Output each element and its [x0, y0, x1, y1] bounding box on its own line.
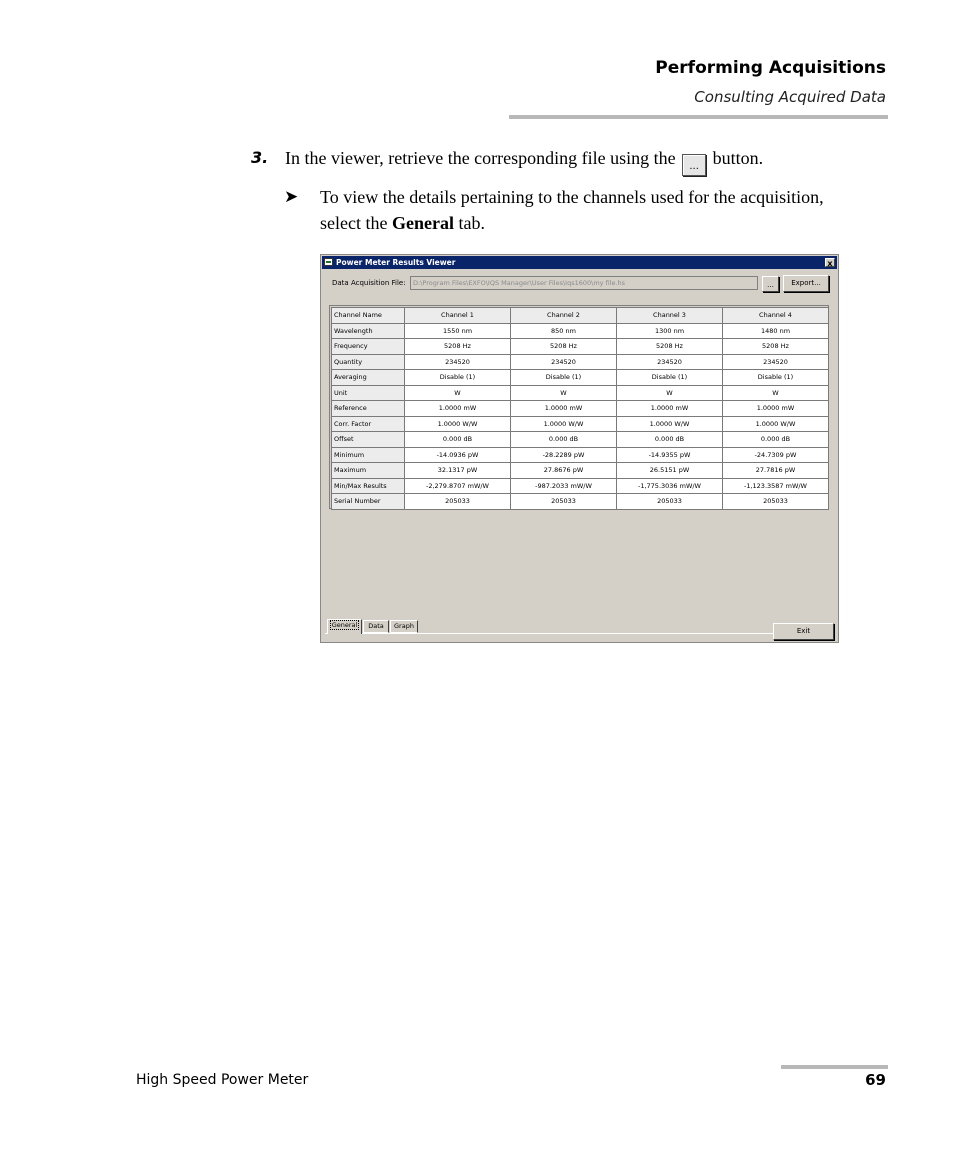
table-cell: 5208 Hz: [511, 339, 617, 355]
table-cell: 1300 nm: [617, 323, 723, 339]
table-row-label: Minimum: [332, 447, 405, 463]
table-row-label: Unit: [332, 385, 405, 401]
table-cell: 234520: [617, 354, 723, 370]
table-cell: W: [405, 385, 511, 401]
table-cell: 1.0000 W/W: [511, 416, 617, 432]
table-cell: 205033: [511, 494, 617, 510]
table-row-label: Averaging: [332, 370, 405, 386]
table-cell: W: [617, 385, 723, 401]
table-row-label: Min/Max Results: [332, 478, 405, 494]
tab-graph[interactable]: Graph: [390, 620, 418, 633]
table-row: [332, 494, 829, 510]
tab-general[interactable]: [327, 619, 362, 634]
browse-button[interactable]: ...: [762, 276, 779, 292]
table-cell: 234520: [723, 354, 829, 370]
arrow-bullet-icon: ➤: [284, 187, 299, 206]
table-row: [332, 385, 829, 401]
footer-product-name: High Speed Power Meter: [136, 1072, 309, 1088]
table-cell: -28.2289 pW: [511, 447, 617, 463]
table-row: [332, 463, 829, 479]
table-cell: 27.8676 pW: [511, 463, 617, 479]
table-cell: 1480 nm: [723, 323, 829, 339]
table-header-cell: Channel 4: [723, 308, 829, 324]
table-header-cell: Channel 3: [617, 308, 723, 324]
table-cell: 850 nm: [511, 323, 617, 339]
table-header-row: [332, 308, 829, 324]
table-cell: Disable (1): [511, 370, 617, 386]
table-row: [332, 478, 829, 494]
section-title: Consulting Acquired Data: [694, 88, 886, 106]
table-row-label: Reference: [332, 401, 405, 417]
table-row: [332, 370, 829, 386]
table-cell: 1.0000 mW: [617, 401, 723, 417]
table-row: [332, 416, 829, 432]
table-cell: 5208 Hz: [723, 339, 829, 355]
bullet-text-after: tab.: [458, 213, 485, 233]
table-cell: 1.0000 mW: [405, 401, 511, 417]
footer-rule: [781, 1065, 888, 1069]
window-titlebar[interactable]: [322, 256, 837, 269]
table-cell: 1.0000 W/W: [405, 416, 511, 432]
table-cell: 0.000 dB: [723, 432, 829, 448]
tab-strip-line: [325, 633, 834, 634]
step-number: 3.: [251, 148, 269, 167]
step-text-after: button.: [712, 148, 764, 168]
table-row: [332, 354, 829, 370]
table-cell: 5208 Hz: [405, 339, 511, 355]
bullet-text-before: To view the details pertaining to the channels used for the acquisition, select the: [320, 187, 824, 233]
table-cell: 234520: [405, 354, 511, 370]
table-cell: 0.000 dB: [511, 432, 617, 448]
chapter-title: Performing Acquisitions: [655, 58, 886, 78]
page-number: 69: [865, 1071, 886, 1089]
table-row: [332, 432, 829, 448]
table-row-label: Corr. Factor: [332, 416, 405, 432]
table-cell: -987.2033 mW/W: [511, 478, 617, 494]
inline-browse-button-illustration: ...: [682, 154, 706, 176]
power-meter-results-viewer-window: [320, 254, 839, 643]
table-row-label: Serial Number: [332, 494, 405, 510]
table-cell: 205033: [405, 494, 511, 510]
table-cell: -24.7309 pW: [723, 447, 829, 463]
table-cell: -14.0936 pW: [405, 447, 511, 463]
table-header-cell: Channel 1: [405, 308, 511, 324]
exit-button[interactable]: Exit: [773, 623, 834, 640]
table-row-label: Offset: [332, 432, 405, 448]
table-cell: 32.1317 pW: [405, 463, 511, 479]
table-cell: -1,775.3036 mW/W: [617, 478, 723, 494]
table-cell: Disable (1): [617, 370, 723, 386]
table-cell: 205033: [723, 494, 829, 510]
table-cell: W: [511, 385, 617, 401]
table-row: [332, 339, 829, 355]
table-cell: -1,123.3587 mW/W: [723, 478, 829, 494]
table-cell: Disable (1): [723, 370, 829, 386]
table-header-cell: Channel Name: [332, 308, 405, 324]
tab-general-label: General: [331, 621, 358, 629]
header-rule: [509, 115, 888, 119]
data-acquisition-file-field[interactable]: D:\Program Files\EXFO\IQS Manager\User Files\Iqs1600\my file.hs: [410, 276, 758, 290]
export-button[interactable]: Export...: [783, 275, 829, 292]
data-acquisition-file-label: Data Acquisition File:: [332, 279, 406, 287]
table-row: [332, 447, 829, 463]
table-cell: 1.0000 mW: [723, 401, 829, 417]
table-cell: 0.000 dB: [617, 432, 723, 448]
bullet-text: [320, 184, 840, 236]
table-header-cell: Channel 2: [511, 308, 617, 324]
table-row: [332, 401, 829, 417]
table-cell: -14.9355 pW: [617, 447, 723, 463]
table-row-label: Frequency: [332, 339, 405, 355]
table-cell: W: [723, 385, 829, 401]
table-cell: 1550 nm: [405, 323, 511, 339]
step-text: [285, 148, 763, 176]
bullet-bold: General: [391, 213, 454, 233]
window-title: Power Meter Results Viewer: [336, 258, 456, 267]
app-icon: [324, 258, 333, 266]
table-row-label: Wavelength: [332, 323, 405, 339]
table-cell: 0.000 dB: [405, 432, 511, 448]
table-cell: 5208 Hz: [617, 339, 723, 355]
table-cell: 1.0000 W/W: [617, 416, 723, 432]
results-table: [331, 307, 829, 510]
table-cell: 26.5151 pW: [617, 463, 723, 479]
table-row-label: Maximum: [332, 463, 405, 479]
table-cell: 234520: [511, 354, 617, 370]
table-cell: 1.0000 W/W: [723, 416, 829, 432]
table-cell: 27.7816 pW: [723, 463, 829, 479]
table-cell: -2,279.8707 mW/W: [405, 478, 511, 494]
table-row-label: Quantity: [332, 354, 405, 370]
table-row: [332, 323, 829, 339]
table-cell: 1.0000 mW: [511, 401, 617, 417]
close-button[interactable]: x: [825, 258, 835, 267]
table-cell: 205033: [617, 494, 723, 510]
tab-data[interactable]: Data: [363, 620, 389, 633]
table-cell: Disable (1): [405, 370, 511, 386]
step-text-before: In the viewer, retrieve the corresponding file using the: [285, 148, 676, 168]
